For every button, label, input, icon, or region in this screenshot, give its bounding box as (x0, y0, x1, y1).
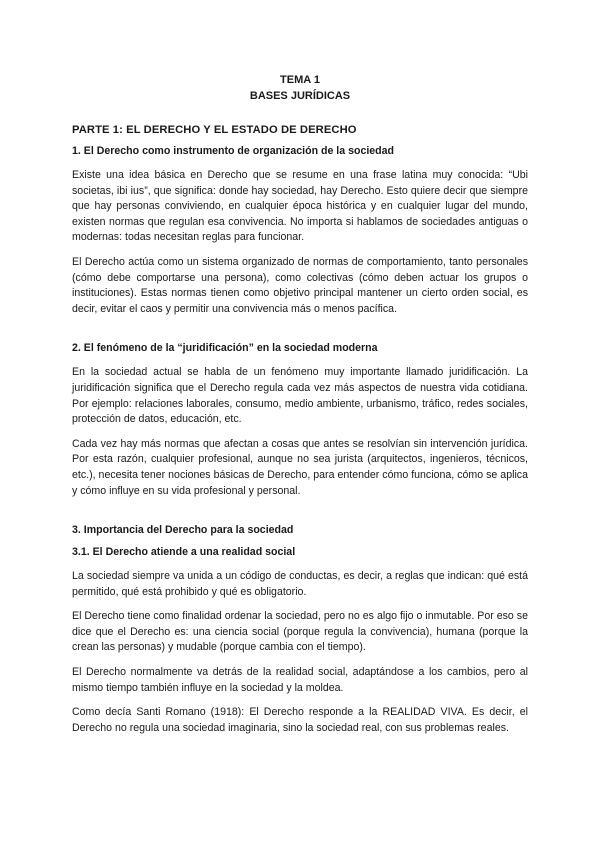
section-3-heading: 3. Importancia del Derecho para la sociedad (72, 524, 294, 537)
part-title: PARTE 1: EL DERECHO Y EL ESTADO DE DERECHO (72, 124, 357, 136)
section-3-paragraph-1: La sociedad siempre va unida a un código de conductas, es decir, a reglas que indican: qué está permitido, qué está prohibido y qué es obligatorio. (72, 570, 528, 598)
section-3-1-heading: 3.1. El Derecho atiende a una realidad social (72, 546, 296, 559)
section-1-paragraph-1: Existe una idea básica en Derecho que se resume en una frase latina muy conocida: “Ubi societas, ibi ius”, que significa: donde hay sociedad, hay Derecho. Esto quiere decir que siempre que hay personas conviviendo, en cualquier época histórica y en cualquier lugar del mundo, existen normas que regulan esa convivencia. No importa si hablamos de sociedades antiguas o modernas: todas necesitan reglas para funcionar. (72, 169, 528, 244)
section-2-heading: 2. El fenómeno de la “juridificación” en la sociedad moderna (72, 342, 378, 355)
section-1-paragraph-2: El Derecho actúa como un sistema organizado de normas de comportamiento, tanto personales (cómo debe comportarse una persona), como colectivas (cómo deben actuar los grupos o instituciones). Estas normas tienen como objetivo principal mantener un cierto orden social, es decir, evitar el caos y permitir una convivencia más o menos pacífica. (72, 255, 528, 315)
section-3-paragraph-2: El Derecho tiene como finalidad ordenar la sociedad, pero no es algo fijo o inmutable. Por eso se dice que el Derecho es: una ciencia social (porque regula la convivencia), humana (porque la crean las personas) y mudable (porque cambia con el tiempo). (72, 610, 528, 654)
section-3-paragraph-3: El Derecho normalmente va detrás de la realidad social, adaptándose a los cambios, pero al mismo tiempo también influye en la sociedad y la moldea. (72, 666, 528, 694)
section-3-paragraph-4: Como decía Santi Romano (1918): El Derecho responde a la REALIDAD VIVA. Es decir, el Derecho no regula una sociedad imaginaria, sino la sociedad real, con sus problemas reales. (72, 706, 528, 734)
document-title: TEMA 1 (280, 74, 320, 86)
document-subtitle: BASES JURÍDICAS (249, 90, 351, 102)
section-2-paragraph-1: En la sociedad actual se habla de un fenómeno muy importante llamado juridificación. La juridificación significa que el Derecho regula cada vez más aspectos de nuestra vida cotidiana. Por ejemplo: relaciones laborales, consumo, medio ambiente, urbanismo, tráfico, redes sociales, protección de datos, educación, etc. (72, 366, 528, 426)
section-1-heading: 1. El Derecho como instrumento de organización de la sociedad (72, 145, 395, 157)
document-page (72, 72, 528, 736)
section-2-paragraph-2: Cada vez hay más normas que afectan a cosas que antes se resolvían sin intervención jurídica. Por esta razón, cualquier profesional, aunque no sea jurista (arquitectos, ingenieros, técnicos, etc.), necesita tener nociones básicas de Derecho, para entender cómo funciona, cómo se aplica y cómo influye en su vida profesional y personal. (72, 437, 528, 497)
